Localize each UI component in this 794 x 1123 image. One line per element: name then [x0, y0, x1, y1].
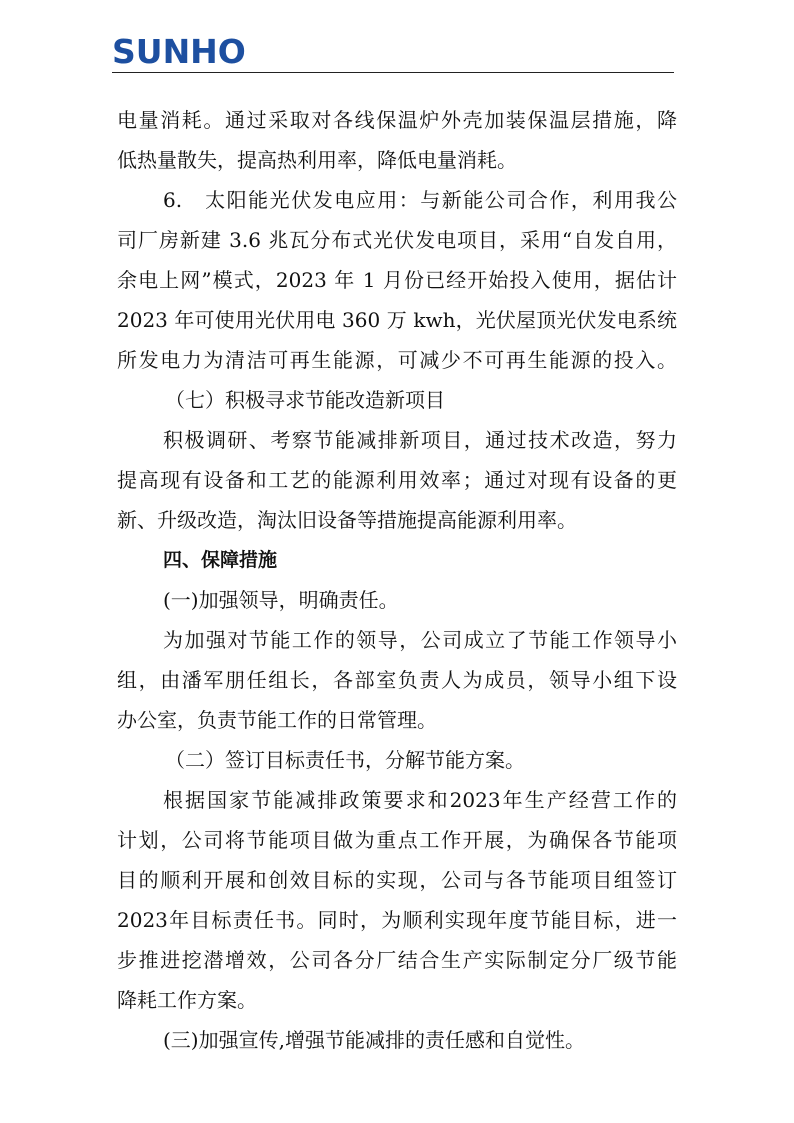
body-line: 司厂房新建 3.6 兆瓦分布式光伏发电项目，采用“自发自用，: [117, 228, 677, 252]
body-line: 2023年目标责任书。同时，为顺利实现年度节能目标，进一: [117, 908, 677, 932]
body-line: 为加强对节能工作的领导，公司成立了节能工作领导小: [163, 628, 677, 652]
body-line: 组，由潘军朋任组长，各部室负责人为成员，领导小组下设: [117, 668, 677, 692]
document-body: [117, 100, 677, 1060]
company-logo: SUNHO: [112, 32, 246, 71]
body-line: 余电上网”模式，2023 年 1 月份已经开始投入使用，据估计: [117, 268, 677, 292]
list-item-6: 6. 太阳能光伏发电应用：与新能公司合作，利用我公: [163, 188, 677, 212]
body-line: 降耗工作方案。: [117, 988, 257, 1012]
section-heading-4: 四、保障措施: [163, 549, 278, 571]
subsection-heading-1: (一)加强领导，明确责任。: [163, 588, 399, 612]
body-line: 积极调研、考察节能减排新项目，通过技术改造，努力: [163, 428, 677, 452]
body-line: 根据国家节能减排政策要求和2023年生产经营工作的: [163, 788, 677, 812]
header-divider: [112, 72, 674, 73]
body-line: 办公室，负责节能工作的日常管理。: [117, 708, 437, 732]
subsection-heading-3: (三)加强宣传,增强节能减排的责任感和自觉性。: [163, 1028, 585, 1052]
body-line: 步推进挖潜增效，公司各分厂结合生产实际制定分厂级节能: [117, 948, 677, 972]
subsection-heading-2: （二）签订目标责任书，分解节能方案。: [165, 748, 525, 772]
body-line: 计划，公司将节能项目做为重点工作开展，为确保各节能项: [117, 828, 677, 852]
page-header: [112, 34, 674, 74]
subsection-heading-7: （七）积极寻求节能改造新项目: [165, 388, 445, 412]
body-line: 电量消耗。通过采取对各线保温炉外壳加装保温层措施，降: [117, 108, 677, 132]
body-line: 2023 年可使用光伏用电 360 万 kwh，光伏屋顶光伏发电系统: [117, 308, 677, 332]
body-line: 所发电力为清洁可再生能源，可减少不可再生能源的投入。: [117, 348, 677, 372]
body-line: 提高现有设备和工艺的能源利用效率；通过对现有设备的更: [117, 468, 677, 492]
body-line: 低热量散失，提高热利用率，降低电量消耗。: [117, 148, 517, 172]
body-line: 目的顺利开展和创效目标的实现，公司与各节能项目组签订: [117, 868, 677, 892]
body-line: 新、升级改造，淘汰旧设备等措施提高能源利用率。: [117, 508, 577, 532]
